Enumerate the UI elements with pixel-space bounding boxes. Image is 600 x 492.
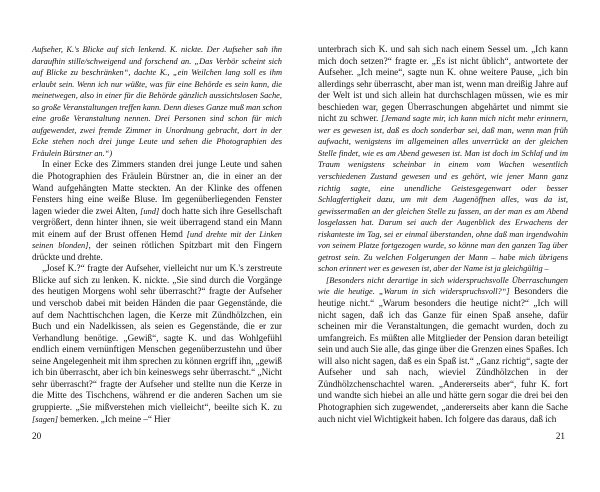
right-page-number: 21 bbox=[555, 431, 565, 441]
body-text: bemerken. „Ich meine –“ Hier bbox=[58, 413, 171, 424]
editorial-italic-text: [Besonders nicht derartige in sich widerspruchsvolle Überraschungen wie die heutige. „Warum in sich widerspruchsvoll?“] bbox=[318, 275, 568, 297]
editorial-italic-text: [Jemand sagte mir, ich kann mich nicht mehr erinnern, wer es gewesen ist, daß es doch sonderbar sei, daß man, wenn man früh aufwacht, wenigstens im allgemeinen alles unverrückt an der gleichen Stelle findet, wie es am Abend gewesen ist. Man ist doch im Schlaf und im Traum wenigstens scheinbar in einem vom Wachen wesentlich verschiedenen Zustand gewesen und es gehört, wie jener Mann ganz richtig sagte, eine unendliche Geistesgegenwart oder besser Schlagfertigkeit dazu, um mit dem Augenöffnen alles, was da ist, gewissermaßen an der gleichen Stelle zu fassen, an der man es am Abend losgelassen hat. Darum sei auch der Augenblick des Erwachens der riskanteste im Tag, sei er einmal überstanden, ohne daß man irgendwohin von seinem Platze fortgezogen wurde, so könne man den ganzen Tag über getrost sein. Zu welchen Folgerungen der Mann – habe mich übrigens schon erinnert wer es gewesen ist, aber der Name ist ja gleichgültig – bbox=[318, 114, 568, 274]
body-text: Besonders die heutige nicht.“ „Warum besonders die heutige nicht?“ „Ich will nicht sagen, daß ich das Ganze für einen Spaß ansehe, dafür scheinen mir die Veranstaltungen, die gemacht wurden, doch zu umfangreich. Es müßten alle Mitglieder der Pension daran beteiligt sein und auch Sie alle, das ginge über die Grenzen eines Spaßes. Ich will also nicht sagen, daß es ein Spaß ist.“ „Ganz richtig“, sagte der Aufseher und sah nach, wieviel Zündhölzchen in der Zündhölzchenschachtel waren. „Andererseits aber“, fuhr K. fort und wandte sich hiebei an alle und hätte gern sogar die drei bei den Photographien sich zugewendet, „andererseits aber kann die Sache auch nicht viel Wichtigkeit haben. Ich folgere das daraus, daß ich bbox=[318, 286, 568, 424]
editorial-italic-text: [und] bbox=[140, 206, 160, 216]
paragraph bbox=[318, 44, 568, 275]
left-page-number: 20 bbox=[32, 431, 42, 441]
paragraph bbox=[32, 44, 282, 159]
editorial-italic-text: [und drehte mit der Linken seinen blonden] bbox=[32, 229, 282, 251]
body-text: „Josef K.?“ fragte der Aufseher, vielleicht nur um K.'s zerstreute Blicke auf sich zu lenken. K. nickte. „Sie sind durch die Vorgänge des heutigen Morgens wohl sehr überrascht?“ fragte der Aufseher und verschob dabei mit beiden Händen die paar Gegenstände, die auf dem Nachttischchen lagen, die Kerze mit Zündhölzchen, ein Buch und ein Nadelkissen, als seien es Gegenstände, die er zur Verhandlung benötige. „Gewiß“, sagte K. und das Wohlgefühl endlich einem vernünftigen Menschen gegenüberzustehn und über seine Angelegenheit mit ihm sprechen zu können ergriff ihn, „gewiß ich bin überrascht, aber ich bin keineswegs sehr überrascht.“ „Nicht sehr überrascht?“ fragte der Aufseher und stellte nun die Kerze in die Mitte des Tischchens, während er die anderen Sachen um sie gruppierte. „Sie mißverstehen mich vielleicht“, beeilte sich K. zu bbox=[32, 263, 282, 412]
right-page-text bbox=[318, 44, 568, 425]
paragraph bbox=[32, 263, 282, 425]
body-text: unterbrach sich K. und sah sich nach einem Sessel um. „Ich kann mich doch setzen?“ fragte er. „Es ist nicht üblich“, antwortete der Aufseher. „Ich meine“, sagte nun K. ohne weitere Pause, „ich bin allerdings sehr überrascht, aber man ist, wenn man dreißig Jahre auf der Welt ist und sich allein hat durchschlagen müssen, wie es mir beschieden war, gegen Überraschungen abgehärtet und nimmt sie nicht zu schwer. bbox=[318, 44, 568, 124]
body-text: In einer Ecke des Zimmers standen drei junge Leute und sahen die Photographien des Fräulein Bürstner an, die in einer an der Wand aufgehängten Matte steckten. An der Klinke des offenen Fensters hing eine weiße Bluse. Im gegenüberliegenden Fenster lagen wieder die zwei Alten, bbox=[32, 159, 282, 216]
body-text: doch hatte sich ihre Gesellschaft vergrößert, denn hinter ihnen, sie weit überragend stand ein Mann mit einem auf der Brust offenen Hemd bbox=[32, 205, 282, 239]
paragraph bbox=[32, 159, 282, 263]
paragraph bbox=[318, 275, 568, 425]
editorial-italic-text: [sagen] bbox=[32, 414, 59, 424]
left-page-text bbox=[32, 44, 282, 425]
editorial-italic-text: Aufseher, K.'s Blicke auf sich lenkend. K. nickte. Der Aufseher sah ihn daraufhin stille/schweigend und forschend an. „Das Verbör scheint sich auf Blicke zu beschränken“, dachte K., „ein Weilchen lang soll es ihm erlaubt sein. Wenn ich nur wüßte, was für eine Behörde es sein kann, die meinetwegen, also in einer für die Behörde gänzlich aussichtslosen Sache, so große Veranstaltungen treffen kann. Denn dieses Ganze muß man schon eine große Veranstaltung nennen. Drei Personen sind schon für mich aufgewendet, zwei fremde Zimmer in Unordnung gebracht, dort in der Ecke stehen noch drei junge Leute und sehen die Photographien des Fräulein Bürstner an.“) bbox=[32, 45, 282, 158]
body-text: , der seinen rötlichen Spitzbart mit den Fingern drückte und drehte. bbox=[32, 240, 282, 262]
right-page bbox=[300, 0, 600, 492]
